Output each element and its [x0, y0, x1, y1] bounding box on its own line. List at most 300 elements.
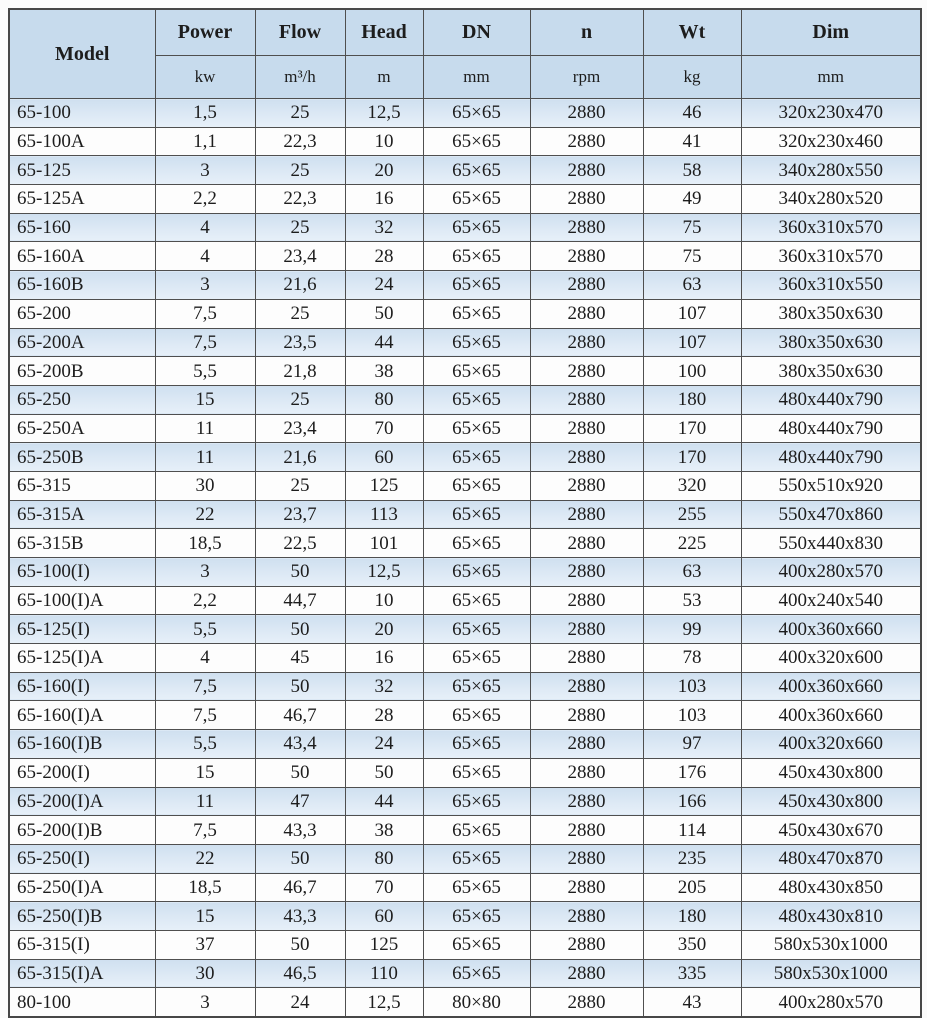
cell-wt: 180 — [643, 902, 741, 931]
cell-wt: 41 — [643, 127, 741, 156]
cell-n: 2880 — [530, 988, 643, 1017]
cell-flow: 23,5 — [255, 328, 345, 357]
cell-power: 30 — [155, 471, 255, 500]
cell-dim: 550x440x830 — [741, 529, 921, 558]
cell-wt: 335 — [643, 959, 741, 988]
cell-flow: 25 — [255, 99, 345, 128]
cell-wt: 166 — [643, 787, 741, 816]
cell-model: 65-100(I)A — [9, 586, 155, 615]
cell-power: 7,5 — [155, 701, 255, 730]
cell-head: 113 — [345, 500, 423, 529]
cell-wt: 63 — [643, 271, 741, 300]
cell-head: 12,5 — [345, 99, 423, 128]
cell-model: 65-125(I) — [9, 615, 155, 644]
cell-head: 60 — [345, 902, 423, 931]
table-row — [9, 127, 921, 156]
cell-dn: 65×65 — [423, 730, 530, 759]
cell-model: 65-250(I)A — [9, 873, 155, 902]
cell-dim: 450x430x670 — [741, 816, 921, 845]
cell-head: 20 — [345, 156, 423, 185]
cell-power: 15 — [155, 758, 255, 787]
cell-dn: 65×65 — [423, 672, 530, 701]
header-label-row — [9, 9, 921, 56]
cell-model: 80-100 — [9, 988, 155, 1017]
cell-dim: 320x230x460 — [741, 127, 921, 156]
cell-wt: 107 — [643, 328, 741, 357]
cell-wt: 49 — [643, 185, 741, 214]
cell-dim: 450x430x800 — [741, 787, 921, 816]
cell-model: 65-160 — [9, 213, 155, 242]
table-row — [9, 787, 921, 816]
cell-power: 15 — [155, 902, 255, 931]
cell-dn: 65×65 — [423, 299, 530, 328]
column-header-model: Model — [9, 9, 155, 99]
cell-n: 2880 — [530, 844, 643, 873]
column-header-n: n — [530, 9, 643, 56]
cell-power: 11 — [155, 787, 255, 816]
cell-head: 10 — [345, 127, 423, 156]
cell-dn: 80×80 — [423, 988, 530, 1017]
cell-model: 65-160(I)A — [9, 701, 155, 730]
cell-flow: 43,3 — [255, 902, 345, 931]
cell-head: 10 — [345, 586, 423, 615]
cell-dim: 480x440x790 — [741, 443, 921, 472]
cell-flow: 46,5 — [255, 959, 345, 988]
cell-dn: 65×65 — [423, 930, 530, 959]
cell-flow: 46,7 — [255, 873, 345, 902]
cell-power: 18,5 — [155, 873, 255, 902]
cell-n: 2880 — [530, 443, 643, 472]
cell-n: 2880 — [530, 299, 643, 328]
cell-wt: 170 — [643, 443, 741, 472]
cell-dn: 65×65 — [423, 185, 530, 214]
unit-head: m — [345, 56, 423, 99]
cell-power: 4 — [155, 242, 255, 271]
table-row — [9, 357, 921, 386]
cell-n: 2880 — [530, 328, 643, 357]
cell-dim: 400x360x660 — [741, 615, 921, 644]
cell-wt: 255 — [643, 500, 741, 529]
cell-n: 2880 — [530, 615, 643, 644]
cell-power: 2,2 — [155, 586, 255, 615]
cell-head: 80 — [345, 385, 423, 414]
cell-dn: 65×65 — [423, 242, 530, 271]
table-row — [9, 586, 921, 615]
cell-wt: 100 — [643, 357, 741, 386]
cell-flow: 45 — [255, 644, 345, 673]
cell-dim: 580x530x1000 — [741, 930, 921, 959]
cell-model: 65-315A — [9, 500, 155, 529]
cell-wt: 99 — [643, 615, 741, 644]
cell-dim: 480x440x790 — [741, 385, 921, 414]
cell-dn: 65×65 — [423, 156, 530, 185]
cell-power: 5,5 — [155, 615, 255, 644]
column-header-wt: Wt — [643, 9, 741, 56]
column-header-flow: Flow — [255, 9, 345, 56]
cell-dim: 380x350x630 — [741, 328, 921, 357]
cell-flow: 46,7 — [255, 701, 345, 730]
cell-dn: 65×65 — [423, 902, 530, 931]
cell-flow: 50 — [255, 615, 345, 644]
table-row — [9, 156, 921, 185]
cell-dim: 400x280x570 — [741, 988, 921, 1017]
cell-dn: 65×65 — [423, 213, 530, 242]
cell-dn: 65×65 — [423, 787, 530, 816]
cell-model: 65-100A — [9, 127, 155, 156]
cell-flow: 25 — [255, 156, 345, 185]
cell-dn: 65×65 — [423, 500, 530, 529]
cell-power: 5,5 — [155, 730, 255, 759]
cell-dim: 480x470x870 — [741, 844, 921, 873]
cell-flow: 24 — [255, 988, 345, 1017]
cell-head: 125 — [345, 471, 423, 500]
cell-wt: 103 — [643, 701, 741, 730]
cell-dim: 400x360x660 — [741, 701, 921, 730]
cell-model: 65-160B — [9, 271, 155, 300]
cell-n: 2880 — [530, 758, 643, 787]
cell-dn: 65×65 — [423, 443, 530, 472]
cell-power: 4 — [155, 644, 255, 673]
pump-spec-table-container — [8, 8, 921, 1013]
cell-model: 65-315 — [9, 471, 155, 500]
cell-wt: 170 — [643, 414, 741, 443]
table-row — [9, 959, 921, 988]
cell-dim: 400x320x660 — [741, 730, 921, 759]
cell-dn: 65×65 — [423, 99, 530, 128]
cell-n: 2880 — [530, 99, 643, 128]
cell-dn: 65×65 — [423, 328, 530, 357]
cell-n: 2880 — [530, 471, 643, 500]
cell-n: 2880 — [530, 414, 643, 443]
cell-dim: 480x440x790 — [741, 414, 921, 443]
cell-head: 28 — [345, 242, 423, 271]
cell-n: 2880 — [530, 701, 643, 730]
unit-wt: kg — [643, 56, 741, 99]
cell-n: 2880 — [530, 873, 643, 902]
cell-wt: 78 — [643, 644, 741, 673]
cell-dim: 450x430x800 — [741, 758, 921, 787]
cell-dim: 480x430x810 — [741, 902, 921, 931]
table-row — [9, 902, 921, 931]
table-row — [9, 758, 921, 787]
unit-n: rpm — [530, 56, 643, 99]
table-row — [9, 443, 921, 472]
table-row — [9, 385, 921, 414]
cell-head: 80 — [345, 844, 423, 873]
table-row — [9, 615, 921, 644]
cell-dn: 65×65 — [423, 586, 530, 615]
cell-power: 22 — [155, 844, 255, 873]
cell-dn: 65×65 — [423, 701, 530, 730]
cell-wt: 205 — [643, 873, 741, 902]
cell-model: 65-160(I)B — [9, 730, 155, 759]
cell-head: 110 — [345, 959, 423, 988]
cell-n: 2880 — [530, 959, 643, 988]
cell-n: 2880 — [530, 787, 643, 816]
cell-flow: 23,4 — [255, 242, 345, 271]
cell-dim: 340x280x550 — [741, 156, 921, 185]
cell-flow: 21,8 — [255, 357, 345, 386]
unit-power: kw — [155, 56, 255, 99]
cell-head: 24 — [345, 730, 423, 759]
cell-wt: 97 — [643, 730, 741, 759]
table-row — [9, 988, 921, 1017]
cell-power: 11 — [155, 414, 255, 443]
column-header-power: Power — [155, 9, 255, 56]
cell-head: 44 — [345, 328, 423, 357]
table-row — [9, 99, 921, 128]
cell-wt: 75 — [643, 213, 741, 242]
cell-flow: 47 — [255, 787, 345, 816]
table-row — [9, 242, 921, 271]
cell-power: 7,5 — [155, 672, 255, 701]
cell-flow: 25 — [255, 471, 345, 500]
cell-wt: 103 — [643, 672, 741, 701]
cell-dn: 65×65 — [423, 816, 530, 845]
cell-dn: 65×65 — [423, 385, 530, 414]
cell-head: 16 — [345, 644, 423, 673]
cell-model: 65-125A — [9, 185, 155, 214]
cell-n: 2880 — [530, 816, 643, 845]
column-header-head: Head — [345, 9, 423, 56]
cell-dn: 65×65 — [423, 558, 530, 587]
cell-dim: 360x310x550 — [741, 271, 921, 300]
cell-n: 2880 — [530, 902, 643, 931]
table-row — [9, 816, 921, 845]
table-row — [9, 558, 921, 587]
cell-flow: 50 — [255, 558, 345, 587]
cell-power: 2,2 — [155, 185, 255, 214]
cell-head: 44 — [345, 787, 423, 816]
table-row — [9, 414, 921, 443]
cell-power: 18,5 — [155, 529, 255, 558]
cell-head: 20 — [345, 615, 423, 644]
cell-power: 15 — [155, 385, 255, 414]
cell-head: 101 — [345, 529, 423, 558]
cell-power: 3 — [155, 558, 255, 587]
cell-wt: 63 — [643, 558, 741, 587]
column-header-dim: Dim — [741, 9, 921, 56]
cell-dim: 380x350x630 — [741, 299, 921, 328]
cell-model: 65-250(I)B — [9, 902, 155, 931]
cell-model: 65-200 — [9, 299, 155, 328]
cell-power: 1,5 — [155, 99, 255, 128]
cell-dn: 65×65 — [423, 959, 530, 988]
cell-wt: 58 — [643, 156, 741, 185]
cell-n: 2880 — [530, 500, 643, 529]
cell-dim: 480x430x850 — [741, 873, 921, 902]
cell-model: 65-200(I)B — [9, 816, 155, 845]
unit-dim: mm — [741, 56, 921, 99]
cell-flow: 50 — [255, 930, 345, 959]
cell-wt: 180 — [643, 385, 741, 414]
cell-dim: 360x310x570 — [741, 213, 921, 242]
cell-dim: 320x230x470 — [741, 99, 921, 128]
cell-power: 3 — [155, 988, 255, 1017]
cell-dn: 65×65 — [423, 615, 530, 644]
table-row — [9, 185, 921, 214]
table-row — [9, 471, 921, 500]
cell-flow: 23,7 — [255, 500, 345, 529]
cell-power: 30 — [155, 959, 255, 988]
table-row — [9, 529, 921, 558]
cell-wt: 75 — [643, 242, 741, 271]
cell-model: 65-315(I) — [9, 930, 155, 959]
cell-model: 65-100 — [9, 99, 155, 128]
cell-flow: 25 — [255, 385, 345, 414]
cell-flow: 22,5 — [255, 529, 345, 558]
cell-flow: 50 — [255, 758, 345, 787]
cell-flow: 21,6 — [255, 443, 345, 472]
cell-head: 28 — [345, 701, 423, 730]
table-row — [9, 213, 921, 242]
cell-n: 2880 — [530, 185, 643, 214]
cell-dn: 65×65 — [423, 357, 530, 386]
cell-dim: 400x240x540 — [741, 586, 921, 615]
cell-wt: 350 — [643, 930, 741, 959]
cell-dn: 65×65 — [423, 873, 530, 902]
cell-flow: 25 — [255, 299, 345, 328]
table-row — [9, 644, 921, 673]
cell-flow: 43,3 — [255, 816, 345, 845]
cell-dn: 65×65 — [423, 471, 530, 500]
cell-head: 24 — [345, 271, 423, 300]
cell-n: 2880 — [530, 644, 643, 673]
cell-power: 22 — [155, 500, 255, 529]
cell-n: 2880 — [530, 213, 643, 242]
cell-head: 50 — [345, 758, 423, 787]
cell-model: 65-315(I)A — [9, 959, 155, 988]
cell-dn: 65×65 — [423, 644, 530, 673]
cell-flow: 22,3 — [255, 185, 345, 214]
cell-model: 65-200(I)A — [9, 787, 155, 816]
cell-head: 16 — [345, 185, 423, 214]
cell-dn: 65×65 — [423, 414, 530, 443]
cell-head: 32 — [345, 213, 423, 242]
cell-n: 2880 — [530, 586, 643, 615]
cell-dn: 65×65 — [423, 758, 530, 787]
table-row — [9, 930, 921, 959]
cell-wt: 235 — [643, 844, 741, 873]
cell-flow: 50 — [255, 844, 345, 873]
cell-power: 3 — [155, 271, 255, 300]
cell-dim: 360x310x570 — [741, 242, 921, 271]
cell-power: 7,5 — [155, 299, 255, 328]
cell-dim: 550x510x920 — [741, 471, 921, 500]
cell-power: 3 — [155, 156, 255, 185]
table-row — [9, 701, 921, 730]
table-row — [9, 271, 921, 300]
cell-model: 65-250B — [9, 443, 155, 472]
table-row — [9, 844, 921, 873]
table-row — [9, 672, 921, 701]
cell-dim: 400x360x660 — [741, 672, 921, 701]
cell-wt: 46 — [643, 99, 741, 128]
cell-model: 65-200A — [9, 328, 155, 357]
unit-flow: m³/h — [255, 56, 345, 99]
table-row — [9, 328, 921, 357]
cell-power: 4 — [155, 213, 255, 242]
cell-n: 2880 — [530, 271, 643, 300]
cell-n: 2880 — [530, 529, 643, 558]
cell-n: 2880 — [530, 558, 643, 587]
cell-power: 7,5 — [155, 816, 255, 845]
spec-table-body — [9, 99, 921, 1018]
cell-n: 2880 — [530, 672, 643, 701]
cell-model: 65-125(I)A — [9, 644, 155, 673]
cell-dn: 65×65 — [423, 271, 530, 300]
cell-power: 1,1 — [155, 127, 255, 156]
table-row — [9, 873, 921, 902]
cell-head: 70 — [345, 414, 423, 443]
cell-flow: 22,3 — [255, 127, 345, 156]
cell-wt: 176 — [643, 758, 741, 787]
cell-dn: 65×65 — [423, 844, 530, 873]
cell-power: 37 — [155, 930, 255, 959]
column-header-dn: DN — [423, 9, 530, 56]
cell-head: 38 — [345, 816, 423, 845]
cell-head: 12,5 — [345, 558, 423, 587]
cell-model: 65-160(I) — [9, 672, 155, 701]
cell-model: 65-125 — [9, 156, 155, 185]
table-row — [9, 299, 921, 328]
cell-head: 125 — [345, 930, 423, 959]
table-row — [9, 730, 921, 759]
cell-head: 38 — [345, 357, 423, 386]
cell-model: 65-250(I) — [9, 844, 155, 873]
cell-wt: 107 — [643, 299, 741, 328]
cell-flow: 44,7 — [255, 586, 345, 615]
cell-flow: 21,6 — [255, 271, 345, 300]
cell-n: 2880 — [530, 242, 643, 271]
cell-dim: 400x280x570 — [741, 558, 921, 587]
cell-flow: 25 — [255, 213, 345, 242]
table-row — [9, 500, 921, 529]
cell-model: 65-200(I) — [9, 758, 155, 787]
cell-dn: 65×65 — [423, 127, 530, 156]
cell-head: 50 — [345, 299, 423, 328]
cell-model: 65-315B — [9, 529, 155, 558]
cell-n: 2880 — [530, 930, 643, 959]
cell-dim: 340x280x520 — [741, 185, 921, 214]
cell-power: 5,5 — [155, 357, 255, 386]
cell-power: 11 — [155, 443, 255, 472]
cell-wt: 114 — [643, 816, 741, 845]
cell-flow: 23,4 — [255, 414, 345, 443]
cell-n: 2880 — [530, 730, 643, 759]
cell-wt: 53 — [643, 586, 741, 615]
table-header — [9, 9, 921, 99]
cell-dim: 580x530x1000 — [741, 959, 921, 988]
cell-head: 12,5 — [345, 988, 423, 1017]
cell-dim: 380x350x630 — [741, 357, 921, 386]
cell-model: 65-250A — [9, 414, 155, 443]
cell-wt: 225 — [643, 529, 741, 558]
cell-model: 65-200B — [9, 357, 155, 386]
pump-spec-table — [8, 8, 922, 1018]
cell-n: 2880 — [530, 127, 643, 156]
cell-n: 2880 — [530, 156, 643, 185]
cell-dim: 400x320x600 — [741, 644, 921, 673]
cell-dn: 65×65 — [423, 529, 530, 558]
cell-wt: 320 — [643, 471, 741, 500]
cell-flow: 43,4 — [255, 730, 345, 759]
cell-n: 2880 — [530, 385, 643, 414]
cell-model: 65-160A — [9, 242, 155, 271]
cell-dim: 550x470x860 — [741, 500, 921, 529]
unit-dn: mm — [423, 56, 530, 99]
cell-wt: 43 — [643, 988, 741, 1017]
